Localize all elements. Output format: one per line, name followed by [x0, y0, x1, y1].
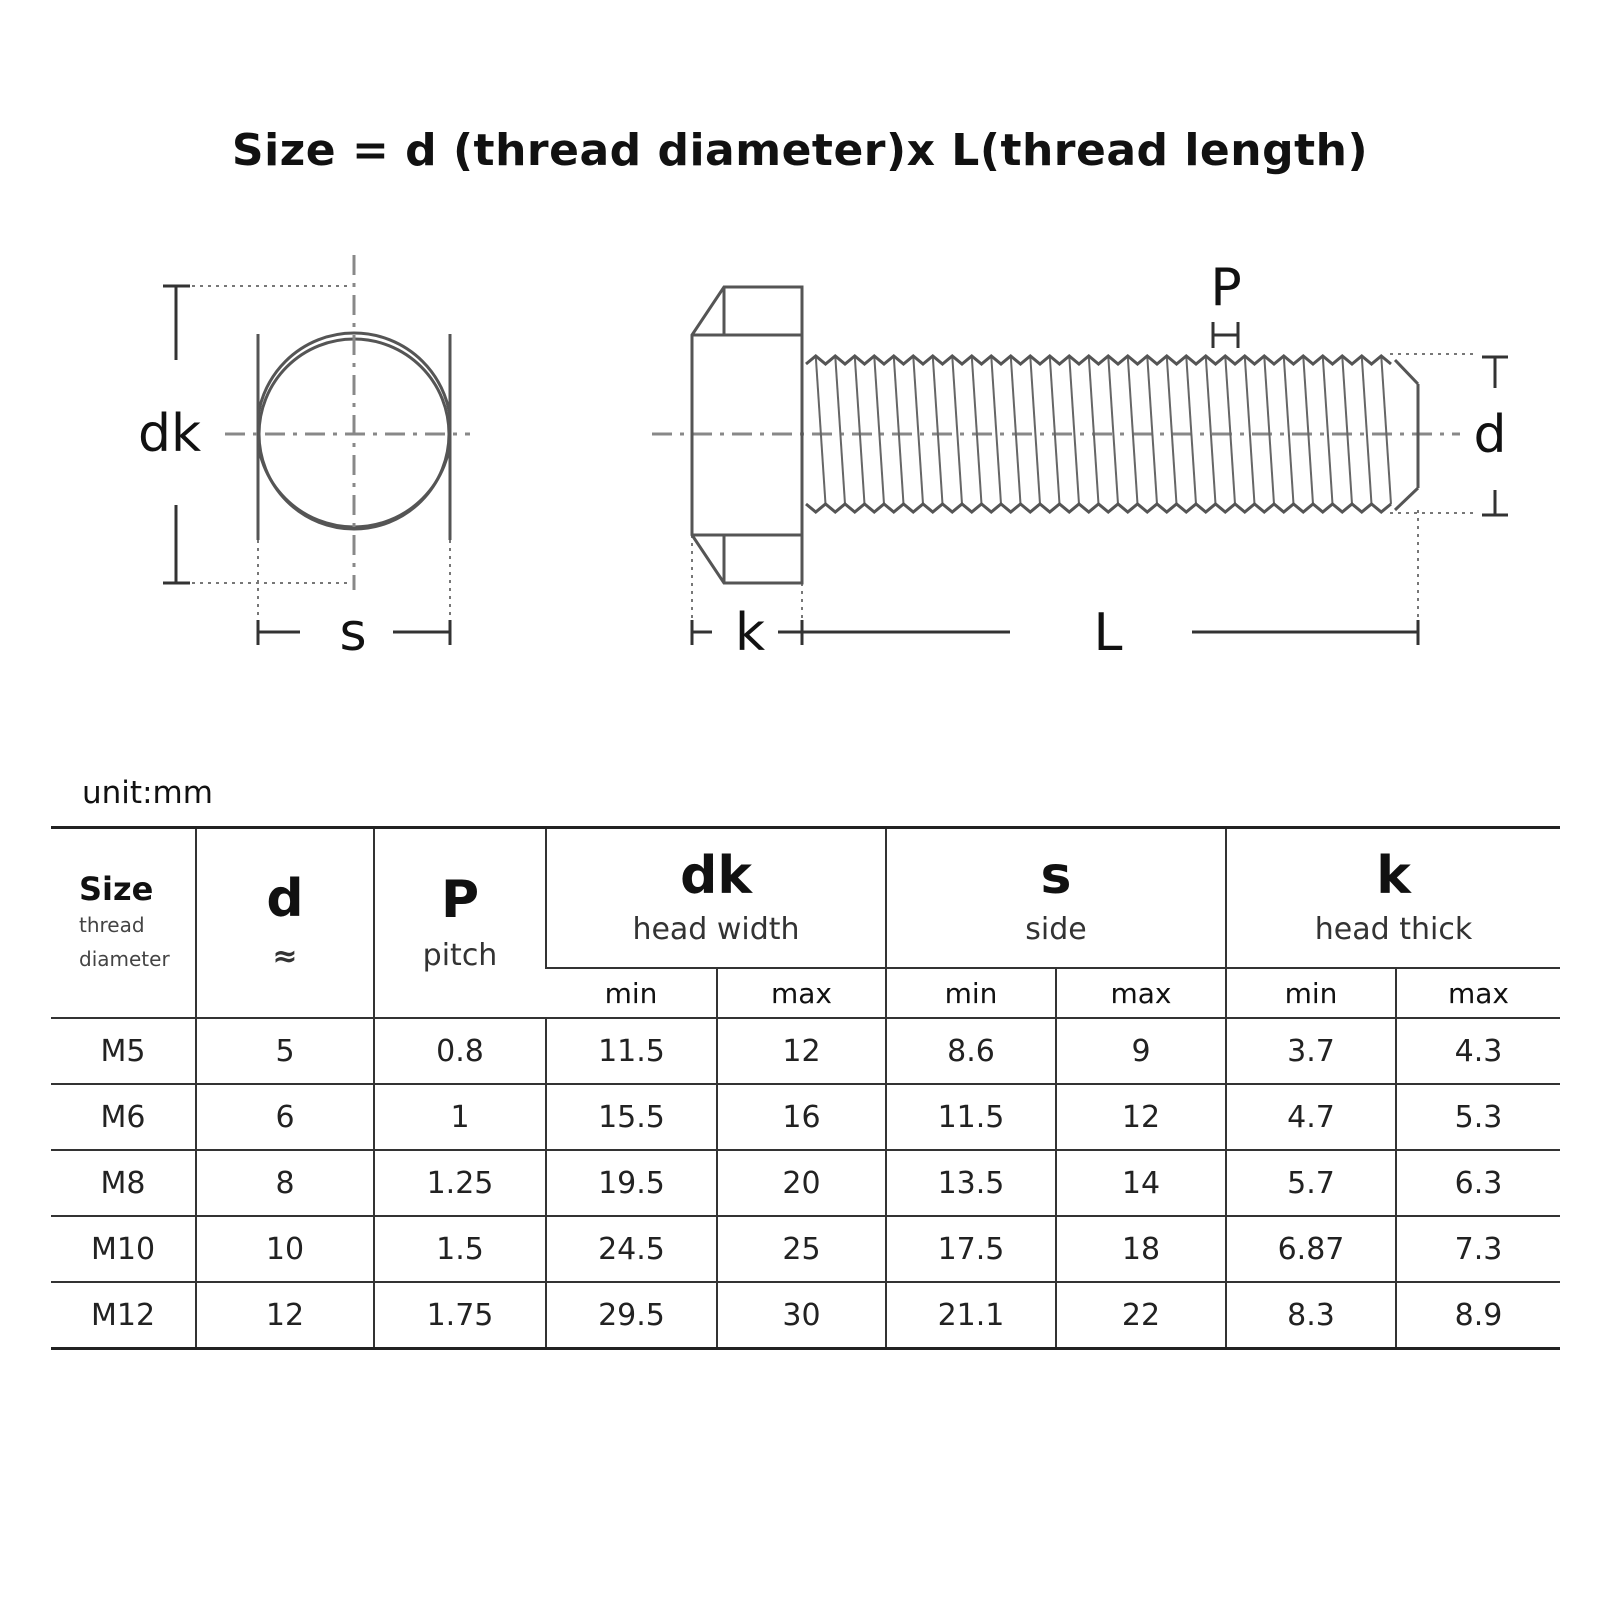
k-l-dimension	[692, 620, 1418, 645]
cell-s-min: 13.5	[886, 1150, 1056, 1216]
cell-size: M8	[51, 1150, 196, 1216]
cell-s-min: 17.5	[886, 1216, 1056, 1282]
cell-d: 12	[196, 1282, 374, 1349]
cell-dk-max: 30	[717, 1282, 886, 1349]
cell-s-max: 18	[1056, 1216, 1226, 1282]
bolt-diagram	[0, 0, 1600, 720]
cell-k-min: 6.87	[1226, 1216, 1396, 1282]
label-s: s	[339, 603, 367, 663]
cell-dk-max: 25	[717, 1216, 886, 1282]
cell-p: 1.25	[374, 1150, 546, 1216]
cell-k-max: 7.3	[1396, 1216, 1560, 1282]
header-d: d ≈	[196, 828, 374, 1019]
cell-d: 10	[196, 1216, 374, 1282]
cell-d: 6	[196, 1084, 374, 1150]
header-k-max: max	[1396, 968, 1560, 1018]
table-row	[51, 1282, 1560, 1349]
cell-k-max: 4.3	[1396, 1018, 1560, 1084]
header-s-max: max	[1056, 968, 1226, 1018]
table-row	[51, 1018, 1560, 1084]
cell-p: 1.5	[374, 1216, 546, 1282]
centre-lines	[225, 255, 1460, 590]
cell-k-min: 3.7	[1226, 1018, 1396, 1084]
table-row	[51, 1150, 1560, 1216]
cell-k-min: 4.7	[1226, 1084, 1396, 1150]
cell-s-min: 11.5	[886, 1084, 1056, 1150]
header-k-min: min	[1226, 968, 1396, 1018]
spec-table	[51, 826, 1560, 1350]
header-k: k head thick	[1226, 828, 1560, 969]
cell-s-min: 21.1	[886, 1282, 1056, 1349]
cell-dk-min: 11.5	[546, 1018, 717, 1084]
header-size: Size thread diameter	[51, 828, 196, 1019]
cell-s-max: 12	[1056, 1084, 1226, 1150]
cell-p: 1	[374, 1084, 546, 1150]
page-title: Size = d (thread diameter)x L(thread length)	[231, 125, 1369, 176]
cell-s-min: 8.6	[886, 1018, 1056, 1084]
p-dimension	[1213, 322, 1238, 348]
cell-k-min: 5.7	[1226, 1150, 1396, 1216]
cell-k-max: 6.3	[1396, 1150, 1560, 1216]
cell-s-max: 9	[1056, 1018, 1226, 1084]
label-P: P	[1210, 258, 1242, 318]
cell-k-min: 8.3	[1226, 1282, 1396, 1349]
header-dk-max: max	[717, 968, 886, 1018]
cell-k-max: 8.9	[1396, 1282, 1560, 1349]
header-s: s side	[886, 828, 1226, 969]
cell-dk-max: 16	[717, 1084, 886, 1150]
cell-size: M10	[51, 1216, 196, 1282]
header-dk: dk head width	[546, 828, 886, 969]
label-k: k	[734, 603, 766, 663]
label-d: d	[1473, 405, 1507, 465]
header-dk-min: min	[546, 968, 717, 1018]
unit-label: unit:mm	[82, 775, 213, 811]
cell-k-max: 5.3	[1396, 1084, 1560, 1150]
cell-dk-min: 29.5	[546, 1282, 717, 1349]
header-p: P pitch	[374, 828, 546, 1019]
cell-p: 1.75	[374, 1282, 546, 1349]
cell-d: 8	[196, 1150, 374, 1216]
cell-s-max: 14	[1056, 1150, 1226, 1216]
cell-size: M6	[51, 1084, 196, 1150]
table-header-row	[51, 828, 1560, 969]
cell-dk-min: 19.5	[546, 1150, 717, 1216]
cell-dk-max: 12	[717, 1018, 886, 1084]
cell-dk-min: 24.5	[546, 1216, 717, 1282]
label-dk: dk	[138, 404, 202, 464]
cell-size: M5	[51, 1018, 196, 1084]
table-row	[51, 1084, 1560, 1150]
cell-dk-max: 20	[717, 1150, 886, 1216]
cell-dk-min: 15.5	[546, 1084, 717, 1150]
header-s-min: min	[886, 968, 1056, 1018]
cell-p: 0.8	[374, 1018, 546, 1084]
cell-d: 5	[196, 1018, 374, 1084]
cell-s-max: 22	[1056, 1282, 1226, 1349]
label-L: L	[1093, 603, 1123, 663]
cell-size: M12	[51, 1282, 196, 1349]
table-row	[51, 1216, 1560, 1282]
